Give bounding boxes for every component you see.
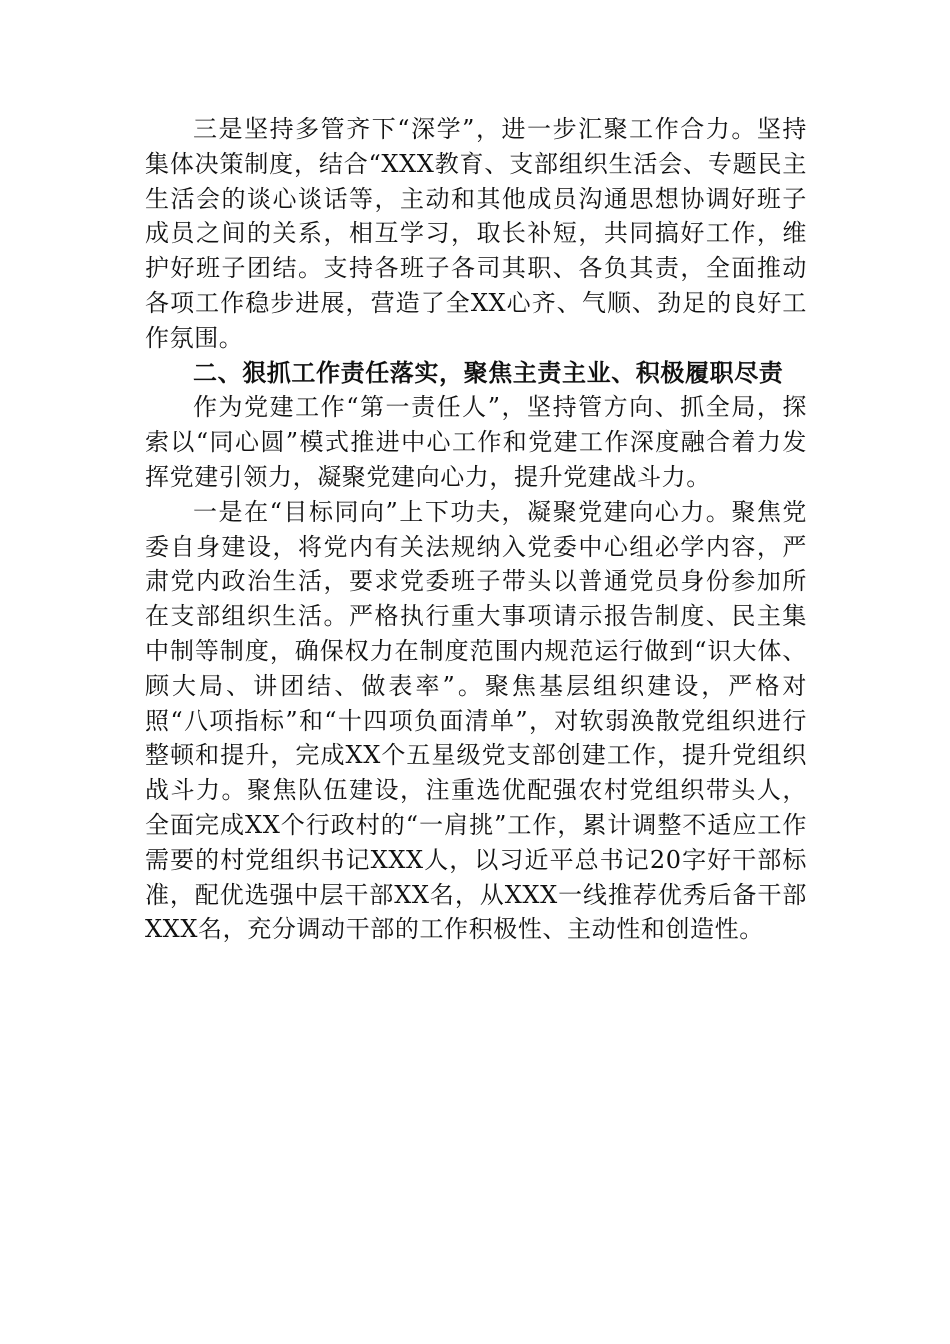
paragraph-goal-alignment: 一是在“目标同向”上下功夫，凝聚党建向心力。聚焦党委自身建设，将党内有关法规纳入党委中心组必学内容，严肃党内政治生活，要求党委班子带头以普通党员身份参加所在支部组织生活。严格执行重大事项请示报告制度、民主集中制等制度，确保权力在制度范围内规范运行做到“识大体、顾大局、讲团结、做表率”。聚焦基层组织建设，严格对照“八项指标”和“十四项负面清单”，对软弱涣散党组织进行整顿和提升，完成XX个五星级党支部创建工作，提升党组织战斗力。聚焦队伍建设，注重选优配强农村党组织带头人，全面完成XX个行政村的“一肩挑”工作，累计调整不适应工作需要的村党组织书记XXX人，以习近平总书记20字好干部标准，配优选强中层干部XX名，从XXX一线推荐优秀后备干部XXX名，充分调动干部的工作积极性、主动性和创造性。 <box>145 497 807 944</box>
paragraph-deep-study: 三是坚持多管齐下“深学”，进一步汇聚工作合力。坚持集体决策制度，结合“XXX教育、支部组织生活会、专题民主生活会的谈心谈话等，主动和其他成员沟通思想协调好班子成员之间的关系，相互学习，取长补短，共同搞好工作，维护好班子团结。支持各班子各司其职、各负其责，全面推动各项工作稳步进展，营造了全XX心齐、气顺、劲足的良好工作氛围。 <box>145 115 807 352</box>
section-heading-2: 二、狠抓工作责任落实，聚焦主责主业、积极履职尽责 <box>193 358 784 387</box>
paragraph-first-responsible: 作为党建工作“第一责任人”，坚持管方向、抓全局，探索以“同心圆”模式推进中心工作和党建工作深度融合着力发挥党建引领力，凝聚党建向心力，提升党建战斗力。 <box>145 393 807 491</box>
document-body <box>145 112 807 947</box>
